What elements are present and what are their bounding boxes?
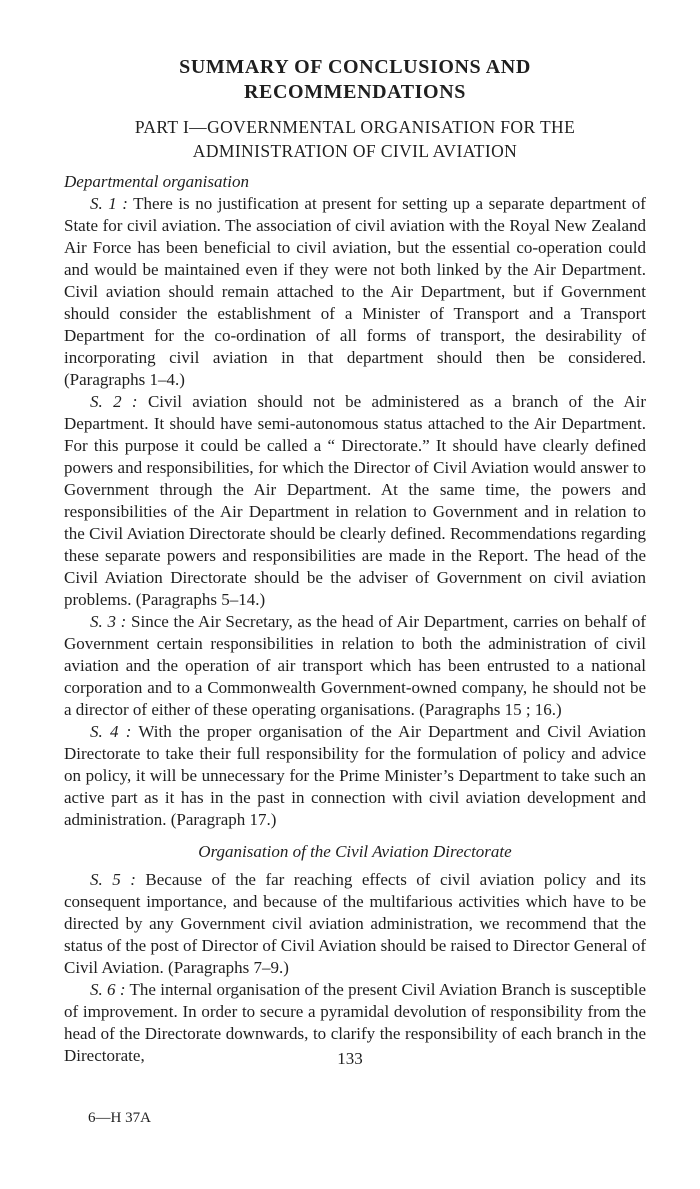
paragraph-text: There is no justification at present for setting up a separate department of State for civil aviation. The association of civil aviation with the Royal New Zealand Air Force has been beneficial to civil aviation, but the essential co-operation could and would be maintained even if they were not both linked by the Air Department. Civil aviation should remain attached to the Air Department, but if Government should consider the establishment of a Minister of Transport and a Transport Department for the co-ordination of all forms of transport, the desirability of incorporating civil aviation in that department should then be considered. (Paragraphs 1–4.) bbox=[64, 194, 646, 389]
part-title bbox=[64, 115, 646, 163]
title-line-2: RECOMMENDATIONS bbox=[244, 81, 466, 103]
section-heading-civil-aviation-directorate: Organisation of the Civil Aviation Directorate bbox=[198, 842, 512, 861]
footer-reference: 6—H 37A bbox=[88, 1110, 151, 1126]
paragraph-s1 bbox=[64, 193, 646, 391]
page-number: 133 bbox=[337, 1049, 363, 1068]
paragraph-text: Because of the far reaching effects of civil aviation policy and its consequent importance, and because of the multifarious activities which have to be directed by any Government civil aviation administration, we recommend that the status of the post of Director of Civil Aviation should be raised to Director General of Civil Aviation. (Paragraphs 7–9.) bbox=[64, 870, 646, 977]
paragraph-number: S. 2 : bbox=[90, 392, 138, 411]
paragraph-number: S. 6 : bbox=[90, 980, 126, 999]
section-heading-departmental-organisation: Departmental organisation bbox=[64, 172, 249, 191]
paragraph-s4 bbox=[64, 721, 646, 831]
paragraph-number: S. 5 : bbox=[90, 870, 136, 889]
paragraph-text: With the proper organisation of the Air Department and Civil Aviation Directorate to take their full responsibility for the formulation of policy and advice on policy, it will be unnecessary for the Prime Minister’s Department to take such an active part as it has in the past in connection with civil aviation development and administration. (Paragraph 17.) bbox=[64, 722, 646, 829]
part-title-line-2: ADMINISTRATION OF CIVIL AVIATION bbox=[192, 141, 518, 161]
paragraph-s3 bbox=[64, 611, 646, 721]
paragraph-text: Since the Air Secretary, as the head of Air Department, carries on behalf of Government certain responsibilities in relation to both the administration of civil aviation and the operation of air transport which has been entrusted to a national corporation and to a Commonwealth Government-owned company, he should not be a director of either of these operating organisations. (Paragraphs 15 ; 16.) bbox=[64, 612, 646, 719]
paragraph-s2 bbox=[64, 391, 646, 611]
paragraph-number: S. 1 : bbox=[90, 194, 128, 213]
document-title bbox=[64, 55, 646, 105]
title-line-1: SUMMARY OF CONCLUSIONS AND bbox=[179, 56, 531, 78]
part-title-line-1: PART I—GOVERNMENTAL ORGANISATION FOR THE bbox=[134, 117, 576, 137]
paragraph-s5 bbox=[64, 869, 646, 979]
paragraph-number: S. 3 : bbox=[90, 612, 127, 631]
paragraph-number: S. 4 : bbox=[90, 722, 132, 741]
paragraph-text: Civil aviation should not be administered as a branch of the Air Department. It should have semi-autonomous status attached to the Air Department. For this purpose it could be called a “ Directorate.” It should have clearly defined powers and responsibilities, for which the Director of Civil Aviation would answer to Government through the Air Department. At the same time, the powers and responsibilities of the Air Department in relation to Government and in relation to the Civil Aviation Directorate should be clearly defined. Recommendations regarding these separate powers and responsibilities are made in the Report. The head of the Civil Aviation Directorate should be the adviser of Government on civil aviation problems. (Paragraphs 5–14.) bbox=[64, 392, 647, 609]
paragraph-text: The internal organisation of the present Civil Aviation Branch is susceptible of improvement. In order to secure a pyramidal devolution of responsibility from the head of the Directorate downwards, to clarify the responsibility of each branch in the Directorate, bbox=[64, 980, 646, 1065]
